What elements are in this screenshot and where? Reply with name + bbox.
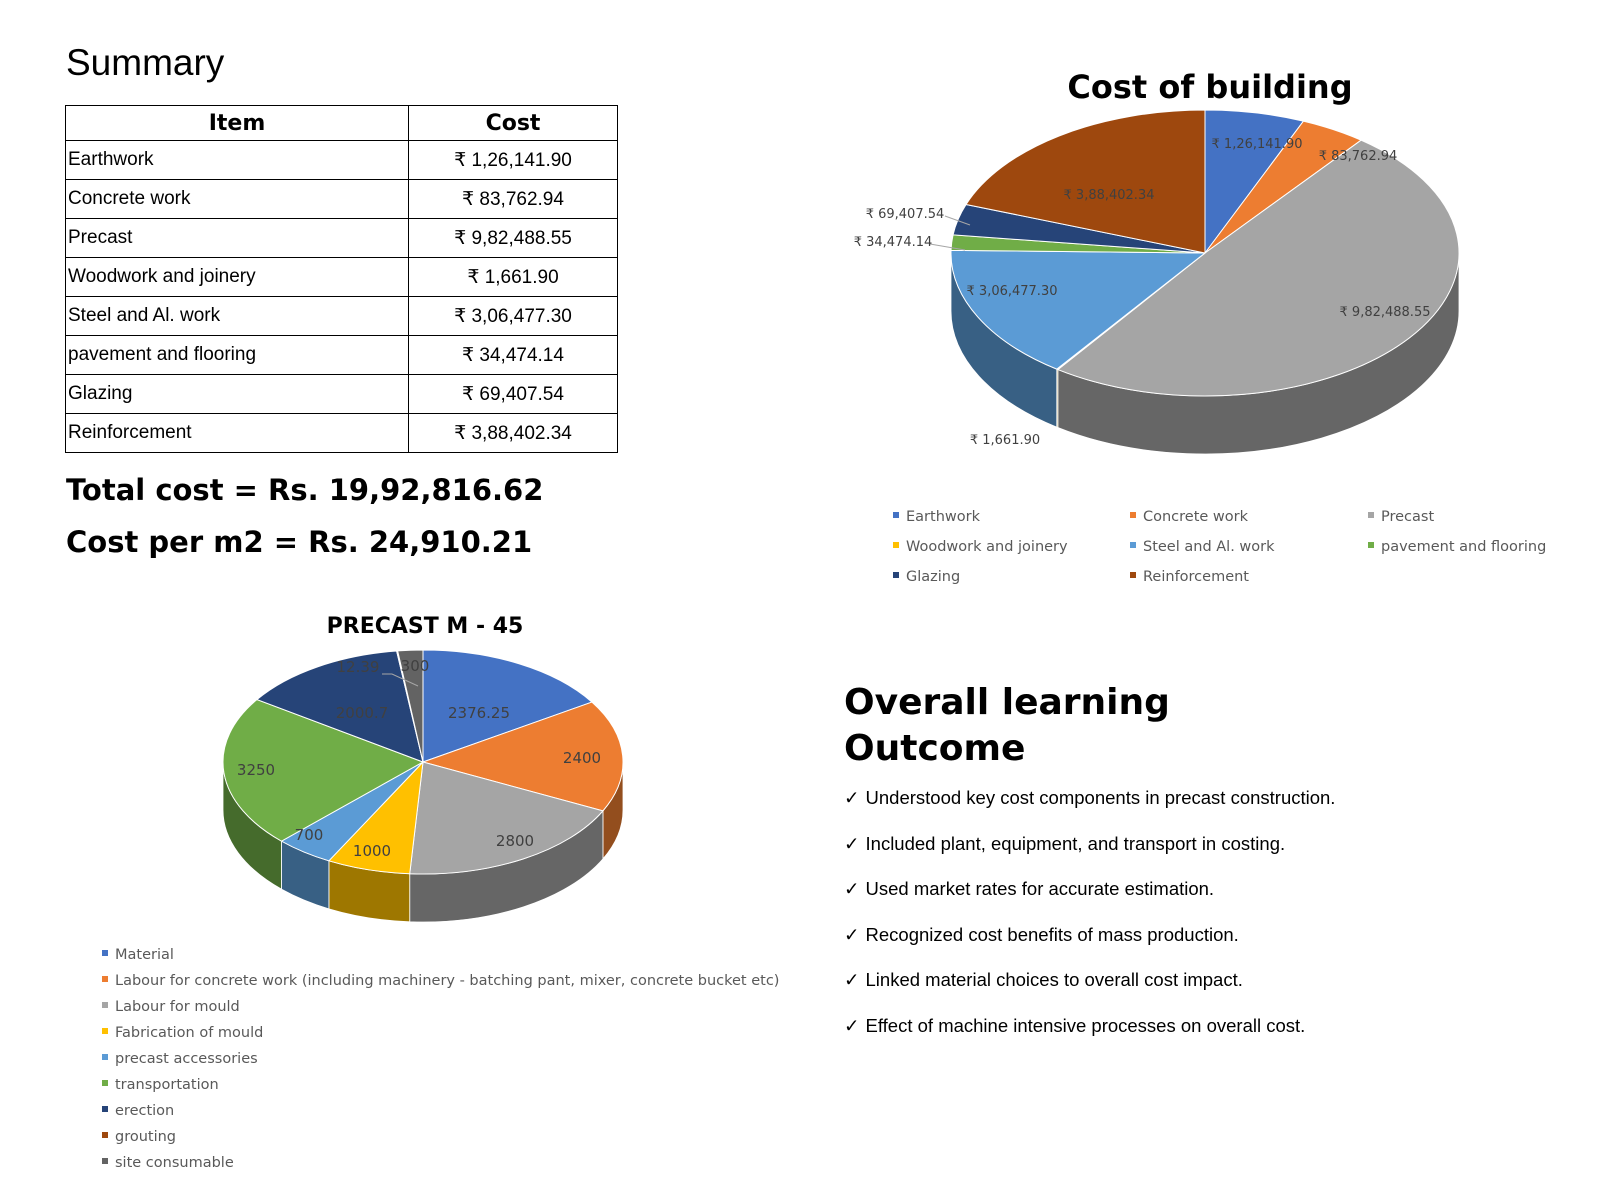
check-icon: ✓ (844, 832, 860, 854)
data-label-woodwork-and-joinery: ₹ 1,661.90 (969, 433, 1041, 448)
data-label-concrete-work: ₹ 83,762.94 (1318, 149, 1398, 164)
data-label-labour-for-mould: 2800 (495, 832, 535, 850)
legend-label: transportation (115, 1077, 219, 1093)
item-cell: Earthwork (66, 141, 409, 180)
header-item: Item (66, 106, 409, 141)
check-icon: ✓ (844, 878, 860, 899)
item-cell: Woodwork and joinery (66, 258, 409, 297)
legend-swatch (893, 542, 899, 548)
data-label-erection: 2000.7 (335, 704, 389, 722)
legend-swatch (1130, 542, 1136, 548)
legend-swatch (102, 1106, 108, 1112)
cost-cell: ₹ 1,26,141.90 (409, 141, 618, 180)
legend-swatch (102, 1158, 108, 1164)
legend-label: Labour for concrete work (including machinery - batching pant, mixer, concrete bucket etc) (115, 973, 780, 989)
legend-label: Woodwork and joinery (906, 539, 1068, 555)
data-label-transportation: 3250 (236, 761, 276, 779)
legend-item-material (102, 947, 174, 963)
legend-label: pavement and flooring (1381, 539, 1547, 555)
outcome-text: Linked material choices to overall cost impact. (865, 969, 1243, 990)
legend-swatch (102, 976, 108, 982)
legend-label: Steel and Al. work (1143, 539, 1275, 555)
legend-item-precast-accessories (102, 1051, 258, 1067)
legend-label: site consumable (115, 1155, 234, 1171)
data-label-site-consumable: 300 (400, 657, 430, 675)
legend-label: Reinforcement (1143, 569, 1249, 585)
legend-label: Labour for mould (115, 999, 240, 1015)
outcome-text: Recognized cost benefits of mass production. (865, 923, 1239, 945)
item-cell: Reinforcement (66, 414, 409, 453)
legend-label: Concrete work (1143, 509, 1249, 525)
data-label-pavement-and-flooring: ₹ 34,474.14 (853, 235, 933, 250)
legend-item-concrete-work (1130, 509, 1248, 525)
legend-item-transportation (102, 1077, 219, 1093)
outcome-text: Effect of machine intensive processes on overall cost. (865, 1014, 1306, 1036)
item-cell: Precast (66, 219, 409, 258)
outcome-item (844, 833, 1335, 879)
legend-swatch (893, 512, 899, 518)
data-label-precast-accessories: 700 (294, 826, 324, 844)
outcome-heading (844, 680, 1170, 772)
data-label-reinforcement: ₹ 3,88,402.34 (1063, 188, 1155, 203)
data-label-precast: ₹ 9,82,488.55 (1339, 305, 1431, 320)
legend-swatch (1368, 542, 1374, 548)
legend-swatch (893, 572, 899, 578)
legend-item-reinforcement (1130, 569, 1249, 585)
check-icon: ✓ (844, 969, 860, 990)
check-icon: ✓ (844, 787, 860, 808)
data-label-steel-and-al-work: ₹ 3,06,477.30 (966, 284, 1058, 299)
legend-label: erection (115, 1103, 175, 1119)
data-label-fabrication-of-mould: 1000 (352, 842, 392, 860)
cost-cell: ₹ 83,762.94 (409, 180, 618, 219)
legend-label: Precast (1381, 509, 1435, 525)
legend-label: Earthwork (906, 509, 980, 525)
legend-item-steel-and-al-work (1130, 539, 1275, 555)
legend-swatch (102, 1080, 108, 1086)
legend-swatch (1130, 572, 1136, 578)
outcome-heading-line1: Overall learning (844, 682, 1170, 723)
total-cost: Total cost = Rs. 19,92,816.62 (66, 473, 544, 507)
legend-item-site-consumable (102, 1155, 234, 1171)
cost-cell: ₹ 9,82,488.55 (409, 219, 618, 258)
legend-swatch (102, 1132, 108, 1138)
check-icon: ✓ (844, 923, 860, 945)
legend-item-woodwork-and-joinery (893, 539, 1068, 555)
precast-chart-title: PRECAST M - 45 (326, 614, 524, 639)
legend-item-glazing (893, 569, 960, 585)
legend-item-fabrication-of-mould (102, 1025, 263, 1041)
cost-cell: ₹ 3,06,477.30 (409, 297, 618, 336)
item-cell: pavement and flooring (66, 336, 409, 375)
legend-item-precast (1368, 509, 1434, 525)
item-cell: Steel and Al. work (66, 297, 409, 336)
legend-item-labour-for-mould (102, 999, 240, 1015)
outcome-text: Used market rates for accurate estimation. (865, 878, 1215, 899)
legend-label: Fabrication of mould (115, 1025, 264, 1041)
outcome-text: Understood key cost components in precast construction. (865, 787, 1336, 808)
item-cell: Glazing (66, 375, 409, 414)
outcome-item (844, 924, 1335, 970)
legend-swatch (102, 1028, 108, 1034)
outcome-text: Included plant, equipment, and transport in costing. (865, 832, 1286, 854)
data-label-glazing: ₹ 69,407.54 (865, 207, 945, 222)
legend-swatch (102, 1054, 108, 1060)
legend-label: Material (115, 947, 174, 963)
outcome-item (844, 969, 1335, 1015)
legend-item-erection (102, 1103, 174, 1119)
legend-item-earthwork (893, 509, 980, 525)
outcome-item (844, 878, 1335, 924)
legend-swatch (1130, 512, 1136, 518)
cost-cell: ₹ 69,407.54 (409, 375, 618, 414)
cost-per-m2: Cost per m2 = Rs. 24,910.21 (66, 525, 533, 559)
data-label-material: 2376.25 (447, 704, 511, 722)
legend-item-labour-for-concrete-work-including-machi (102, 973, 779, 989)
legend-label: precast accessories (115, 1051, 258, 1067)
legend-swatch (1368, 512, 1374, 518)
header-cost: Cost (409, 106, 618, 141)
outcome-item (844, 787, 1335, 833)
legend-item-grouting (102, 1129, 176, 1145)
legend-swatch (102, 1002, 108, 1008)
outcome-list (844, 787, 1335, 1060)
cost-cell: ₹ 1,661.90 (409, 258, 618, 297)
legend-label: Glazing (906, 569, 961, 585)
legend-label: grouting (115, 1129, 177, 1145)
legend-swatch (102, 950, 108, 956)
legend-item-pavement-and-flooring (1368, 539, 1546, 555)
outcome-heading-line2: Outcome (844, 728, 1026, 769)
data-label-labour-for-concrete-work-including-machi: 2400 (562, 749, 602, 767)
data-label-earthwork: ₹ 1,26,141.90 (1211, 137, 1303, 152)
check-icon: ✓ (844, 1014, 860, 1036)
building-chart-title: Cost of building (1067, 68, 1353, 106)
data-label-grouting: 12.39 (336, 658, 380, 676)
cost-cell: ₹ 3,88,402.34 (409, 414, 618, 453)
outcome-item (844, 1015, 1335, 1061)
item-cell: Concrete work (66, 180, 409, 219)
summary-heading: Summary (66, 42, 225, 83)
cost-cell: ₹ 34,474.14 (409, 336, 618, 375)
